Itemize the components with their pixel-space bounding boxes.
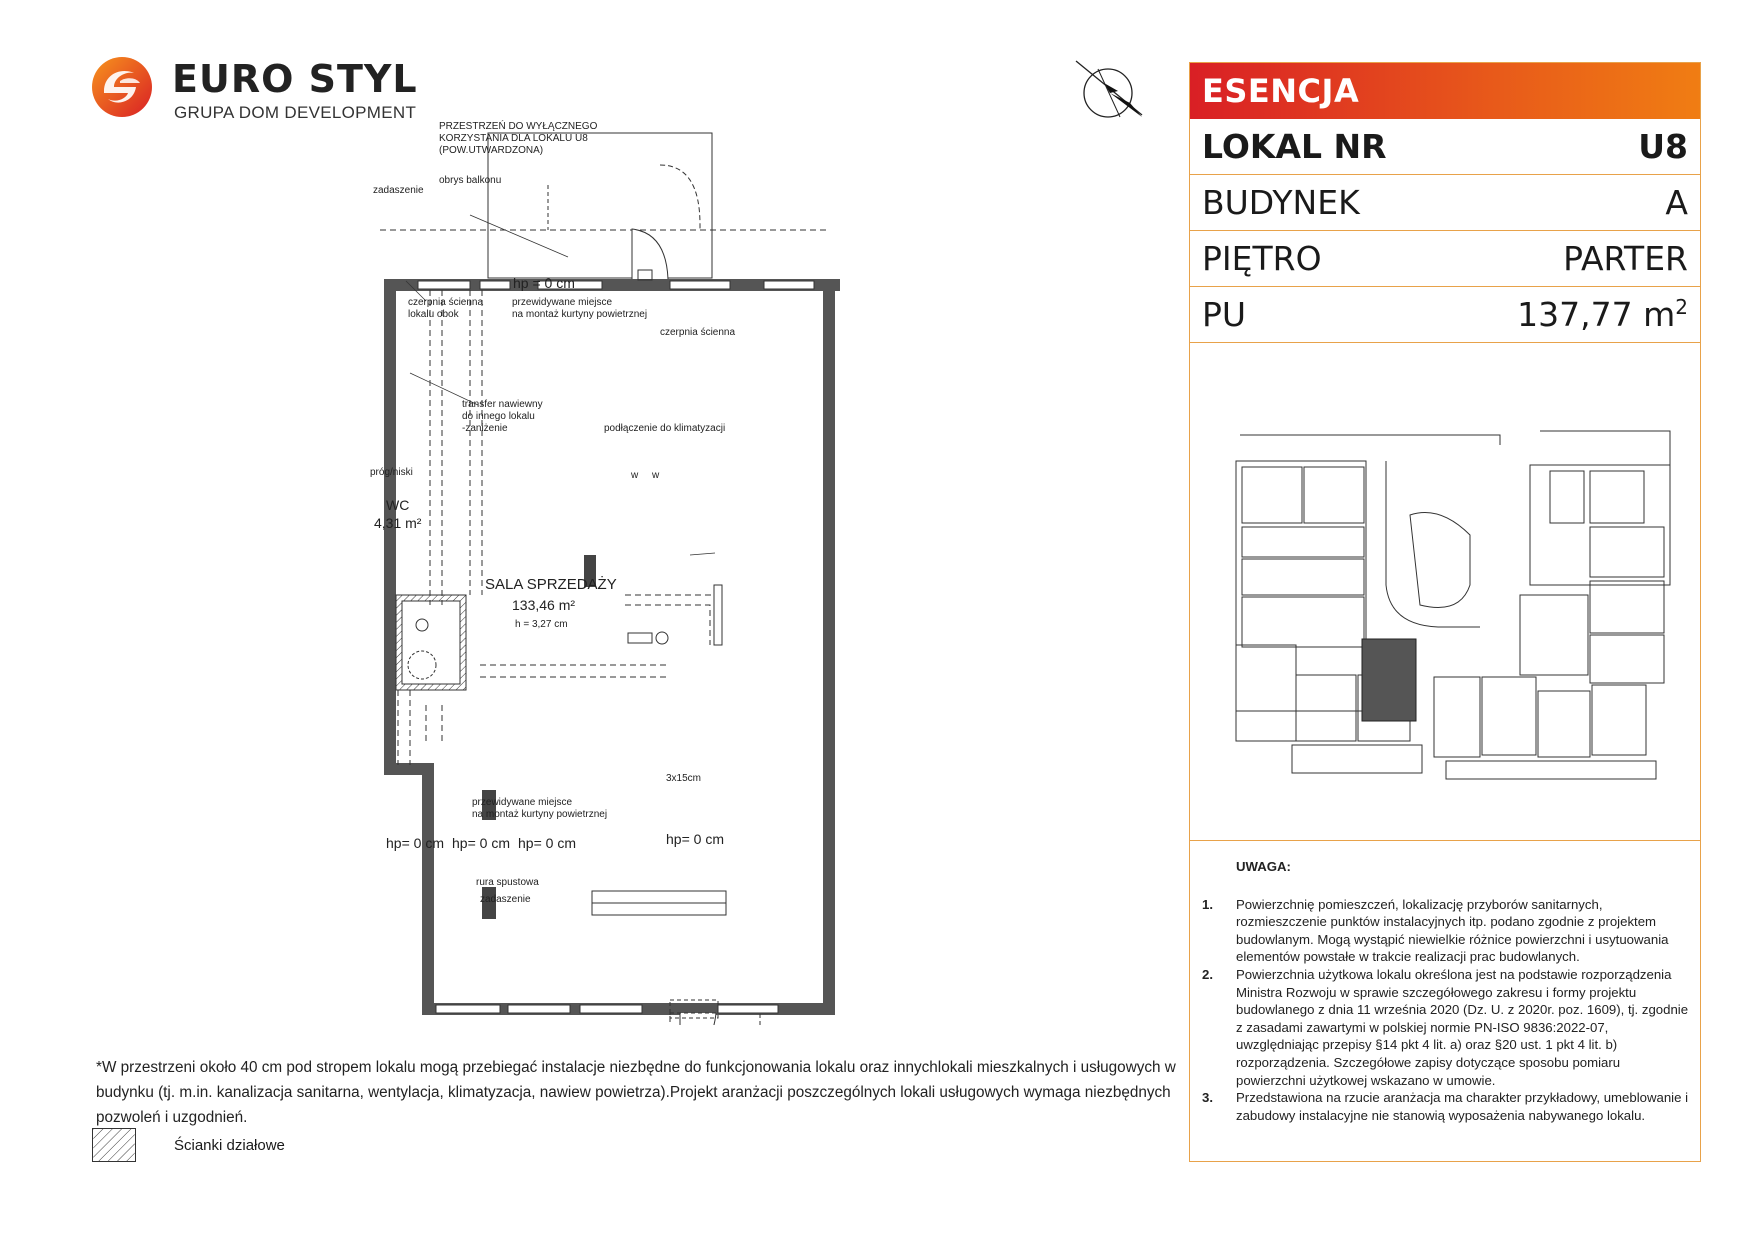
label-steps: 3x15cm	[666, 773, 702, 784]
row-value: U8	[1638, 127, 1688, 166]
legend	[92, 1128, 392, 1164]
label-exclusive-space-2: KORZYSTANIA DLA LOKALU U8	[439, 133, 588, 144]
label-downpipe: rura spustowa	[476, 877, 539, 888]
label-hp-b4: hp= 0 cm	[666, 831, 724, 847]
project-title: ESENCJA	[1190, 63, 1700, 119]
label-exclusive-space-3: (POW.UTWARDZONA)	[439, 145, 544, 156]
row-label: LOKAL NR	[1202, 127, 1387, 166]
label-sales-name: SALA SPRZEDAŻY	[485, 576, 617, 593]
row-label: PU	[1202, 295, 1247, 334]
label-transfer-3: -zaniżenie	[462, 423, 508, 434]
euro-styl-logo-icon	[90, 55, 154, 119]
notes-heading: UWAGA:	[1236, 859, 1291, 874]
north-arrow-icon	[1070, 55, 1150, 127]
label-curtain-top-1: przewidywane miejsce	[512, 297, 613, 308]
row-label: BUDYNEK	[1202, 183, 1360, 222]
legend-label: Ścianki działowe	[174, 1137, 285, 1154]
label-hp-b3: hp= 0 cm	[518, 835, 576, 851]
label-curtain-top-2: na montaż kurtyny powietrznej	[512, 309, 648, 320]
label-hp-b2: hp= 0 cm	[452, 835, 510, 851]
label-intake-1: czerpnia ścienna	[408, 297, 484, 308]
label-sales-height: h = 3,27 cm	[515, 619, 568, 630]
label-wc-area: 4,31 m²	[374, 515, 422, 531]
site-key-plan	[1190, 345, 1700, 841]
note-number: 1.	[1202, 896, 1213, 912]
row-label: PIĘTRO	[1202, 239, 1322, 278]
note-number: 2.	[1202, 966, 1213, 982]
unit-info-panel	[1189, 62, 1701, 1162]
note-item	[1200, 966, 1690, 1089]
row-value: A	[1665, 183, 1688, 222]
note-text: Powierzchnia użytkowa lokalu określona jest na podstawie rozporządzenia Ministra Rozwoju w sprawie szczegółowego zakresu i formy projektu budowlanego z dnia 11 września 2020 (Dz. U. z 2020r. poz. 1609), tj. zgodnie z zasadami zawartymi w polskiej normie PN-ISO 9836:2022-07, uwzględniając przepisy §14 pkt 4 lit. a) oraz §20 ust. 1 pkt 4 lit. b) rozporządzenia. Szczegółowe zapisy dotyczące sposobu pomiaru powierzchni użytkowej wskazano w umowie.	[1236, 966, 1689, 1088]
label-balcony: obrys balkonu	[439, 175, 502, 186]
label-hp-top: hp = 0 cm	[513, 275, 575, 291]
row-floor	[1190, 231, 1700, 287]
note-text: Powierzchnię pomieszczeń, lokalizację przyborów sanitarnych, rozmieszczenie punktów instalacyjnych itp. podano zgodnie z projektem budowlanym. Mogą wystąpić niewielkie różnice powierzchni i usytuowania elementów powstałe w trakcie realizacji prac budowlanych.	[1236, 896, 1669, 965]
note-item	[1200, 1089, 1690, 1124]
area-unit-sup: 2	[1675, 295, 1688, 319]
row-unit-number	[1190, 119, 1700, 175]
label-curtain-bot-1: przewidywane miejsce	[472, 797, 573, 808]
label-exclusive-space: PRZESTRZEŃ DO WYŁĄCZNEGO	[439, 121, 598, 132]
label-w1: w	[631, 470, 639, 481]
row-usable-area	[1190, 287, 1700, 343]
row-value: PARTER	[1563, 239, 1688, 278]
notes-section	[1200, 858, 1690, 1124]
label-sales-area: 133,46 m²	[512, 597, 576, 613]
area-value: 137,77 m	[1517, 295, 1676, 334]
label-transfer-2: do innego lokalu	[462, 411, 535, 422]
brand-tagline: GRUPA DOM DEVELOPMENT	[174, 103, 417, 122]
note-item	[1200, 896, 1690, 966]
label-intake-right: czerpnia ścienna	[660, 327, 736, 338]
floor-plan-drawing	[370, 125, 860, 1025]
brand-name: EURO STYL	[172, 57, 418, 101]
label-transfer-1: transfer nawiewny	[462, 399, 543, 410]
floor-plan	[370, 121, 860, 1025]
row-building	[1190, 175, 1700, 231]
label-intake-2: lokalu obok	[408, 309, 459, 320]
label-hp-b1: hp= 0 cm	[386, 835, 444, 851]
label-ac: podłączenie do klimatyzacji	[604, 423, 726, 434]
partition-wall-hatch-icon	[92, 1128, 136, 1162]
site-plan-drawing	[1190, 345, 1700, 841]
footnote: *W przestrzeni około 40 cm pod stropem lokalu mogą przebiegać instalacje niezbędne do funkcjonowania lokalu oraz innychlokali mieszkalnych i usługowych w budynku (tj. m.in. kanalizacja sanitarna, wentylacja, klimatyzacja, nawiew powietrza).Projekt aranżacji poszczególnych lokali usługowych wymaga niezbędnych pozwoleń i uzgodnień.	[96, 1059, 1176, 1126]
label-threshold: próg/niski	[370, 467, 413, 478]
note-number: 3.	[1202, 1090, 1213, 1106]
notes-list	[1200, 896, 1690, 1125]
label-canopy-top: zadaszenie	[373, 185, 424, 196]
note-text: Przedstawiona na rzucie aranżacja ma charakter przykładowy, umeblowanie i zabudowy instalacyjne nie stanowią wyposażenia nabywanego lokalu.	[1236, 1090, 1689, 1123]
brand-logo	[90, 55, 418, 125]
row-value	[1517, 295, 1688, 334]
label-w2: w	[652, 470, 660, 481]
label-curtain-bot-2: na montaż kurtyny powietrznej	[472, 809, 608, 820]
label-canopy-bot: zadaszenie	[480, 894, 531, 905]
label-wc-name: WC	[386, 497, 410, 513]
